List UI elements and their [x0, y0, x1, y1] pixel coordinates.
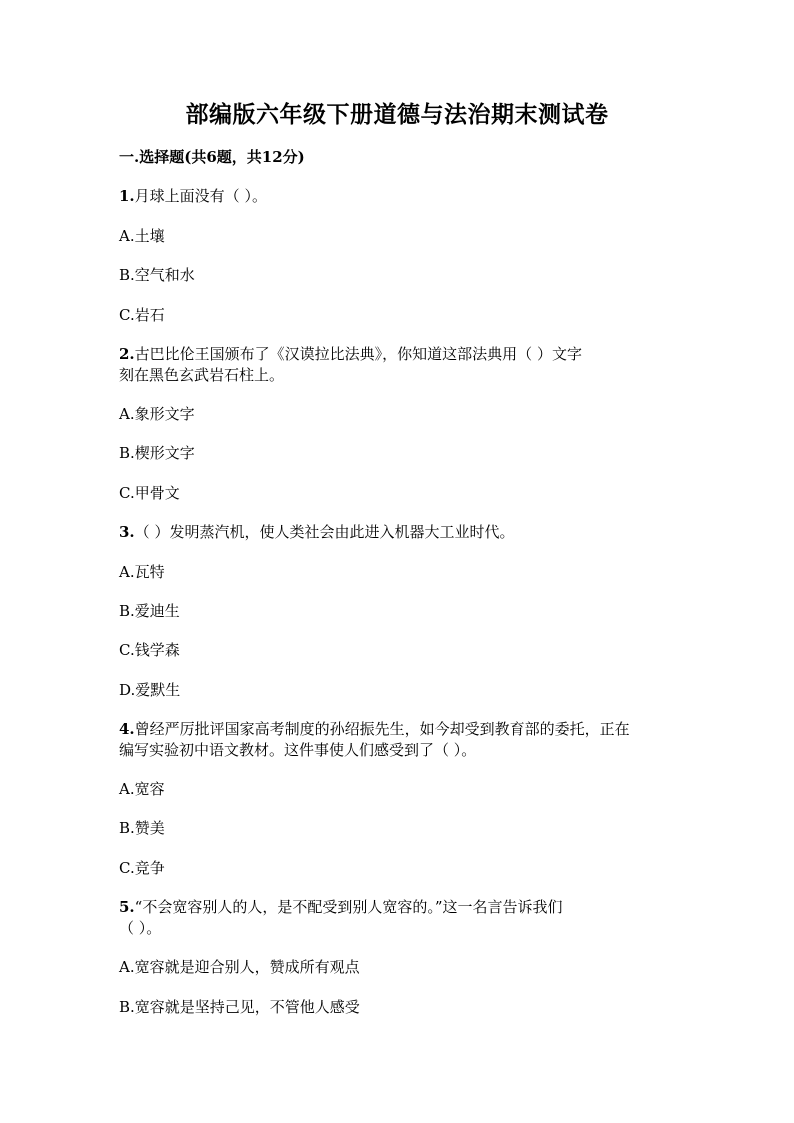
question-number: 2.	[119, 345, 135, 363]
question-number: 5.	[119, 898, 135, 916]
question-text: 古巴比伦王国颁布了《汉谟拉比法典》，你知道这部法典用（ ）文字	[134, 345, 582, 363]
question-text: （ ）发明蒸汽机，使人类社会由此进入机器大工业时代。	[134, 523, 515, 541]
question-1-option-b: B.空气和水	[119, 266, 195, 284]
section-heading: 一.选择题(共6题，共12分)	[119, 148, 305, 166]
question-3-option-a: A.瓦特	[119, 563, 165, 581]
question-5-option-a: A.宽容就是迎合别人，赞成所有观点	[119, 958, 360, 976]
question-5-option-b: B.宽容就是坚持己见，不管他人感受	[119, 998, 360, 1016]
question-text: “不会宽容别人的人，是不配受到别人宽容的。”这一名言告诉我们	[134, 898, 563, 916]
question-1-option-c: C.岩石	[119, 306, 165, 324]
question-3	[119, 522, 679, 542]
question-1-option-a: A.土壤	[119, 227, 165, 245]
question-2-option-c: C.甲骨文	[119, 484, 180, 502]
question-3-option-b: B.爱迪生	[119, 602, 180, 620]
question-3-option-d: D.爱默生	[119, 681, 181, 699]
question-text: 曾经严厉批评国家高考制度的孙绍振先生，如今却受到教育部的委托，正在	[134, 720, 630, 738]
question-4-option-c: C.竞争	[119, 859, 165, 877]
question-4-option-b: B.赞美	[119, 819, 165, 837]
question-1	[119, 186, 679, 206]
question-number: 4.	[119, 720, 135, 738]
page-title: 部编版六年级下册道德与法治期末测试卷	[185, 101, 609, 128]
question-4-line-2: 编写实验初中语文教材。这件事使人们感受到了（ ）。	[119, 741, 477, 759]
question-number: 3.	[119, 523, 135, 541]
question-5	[119, 897, 679, 917]
question-2-option-a: A.象形文字	[119, 405, 195, 423]
question-3-option-c: C.钱学森	[119, 641, 180, 659]
question-text: 月球上面没有（ ）。	[134, 187, 267, 205]
question-2-line-2: 刻在黑色玄武岩石柱上。	[119, 366, 285, 384]
question-2-option-b: B.楔形文字	[119, 444, 195, 462]
question-2	[119, 344, 679, 364]
question-4-option-a: A.宽容	[119, 780, 165, 798]
question-5-line-2: （ ）。	[119, 919, 162, 937]
question-number: 1.	[119, 187, 135, 205]
question-4	[119, 719, 679, 739]
